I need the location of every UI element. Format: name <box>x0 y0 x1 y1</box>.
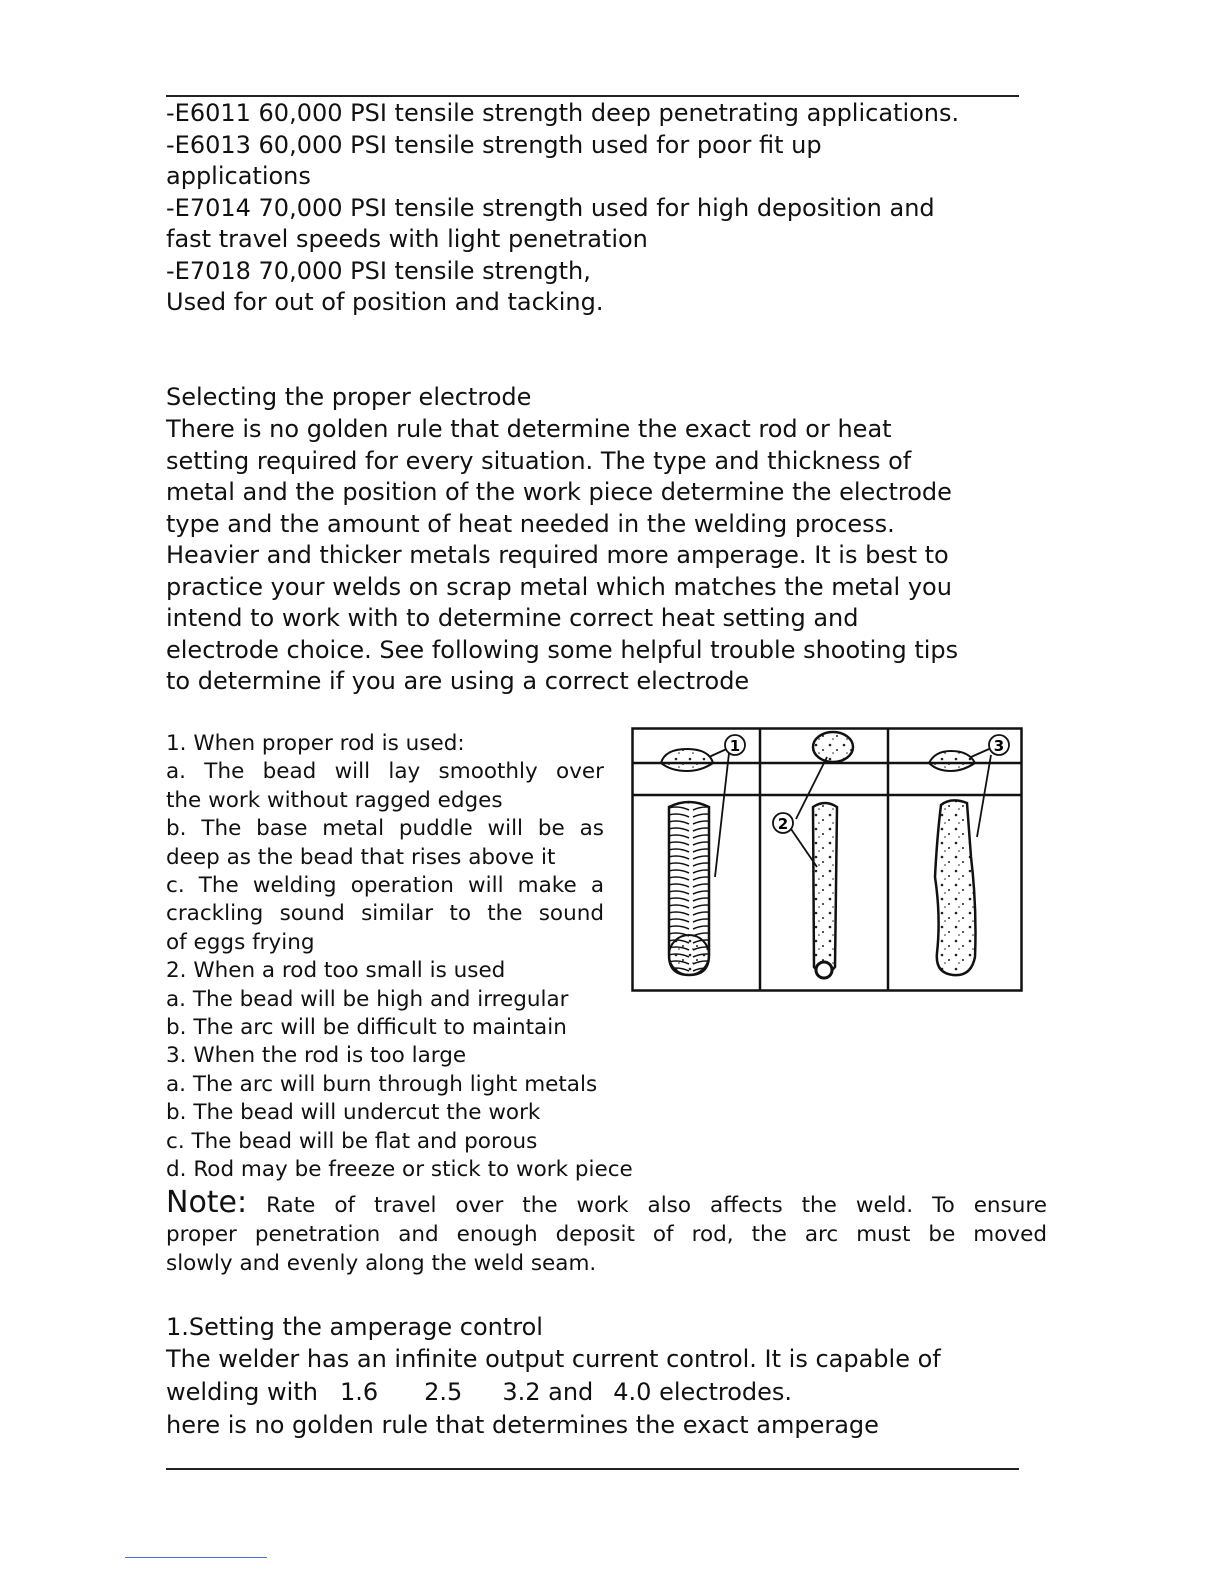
electrode-size-line <box>166 1376 941 1409</box>
paragraph-line: There is no golden rule that determine the exact rod or heat <box>166 415 892 443</box>
electrode-size-prefix: welding with <box>166 1378 318 1406</box>
paragraph-line: here is no golden rule that determines the exact amperage <box>166 1411 879 1439</box>
large-rod-panel <box>929 735 1009 975</box>
small-rod-panel <box>773 732 853 978</box>
tip-line: deep as the bead that rises above it <box>166 844 556 870</box>
footer-link-underline <box>125 1557 267 1558</box>
callout-2-number: 2 <box>777 815 789 833</box>
travel-rate-note <box>166 1185 1047 1278</box>
tip-line: of eggs frying <box>166 929 315 955</box>
section-title-amperage-control: 1.Setting the amperage control <box>166 1313 543 1341</box>
tip-line: a. The bead will lay smoothly over <box>166 759 604 785</box>
electrode-type-list <box>166 98 959 319</box>
electrode-size-value: 1.6 <box>339 1378 379 1406</box>
electrode-size-value: 3.2 and <box>502 1378 594 1406</box>
paragraph-line: Heavier and thicker metals required more amperage. It is best to <box>166 541 949 569</box>
electrode-line: -E6011 60,000 PSI tensile strength deep penetrating applications. <box>166 99 960 127</box>
tip-line: a. The arc will burn through light metals <box>166 1071 598 1097</box>
paragraph-line: to determine if you are using a correct electrode <box>166 667 750 695</box>
tip-line: b. The arc will be difficult to maintain <box>166 1015 567 1041</box>
top-divider <box>166 95 1019 97</box>
electrode-line: fast travel speeds with light penetration <box>166 225 648 253</box>
small-bead-irregular <box>813 803 837 974</box>
electrode-line: -E6013 60,000 PSI tensile strength used for poor fit up <box>166 130 822 159</box>
electrode-line: -E7018 70,000 PSI tensile strength, <box>166 256 591 285</box>
amperage-paragraph <box>166 1343 941 1442</box>
tip-line: b. The base metal puddle will be as <box>166 816 604 842</box>
tip-line: the work without ragged edges <box>166 787 503 813</box>
paragraph-line: intend to work with to determine correct heat setting and <box>166 604 859 632</box>
troubleshooting-tips-list <box>166 730 633 1185</box>
proper-bead-end <box>669 935 709 975</box>
small-bead-cross-section <box>813 732 853 762</box>
tip-line: 1. When proper rod is used: <box>166 731 465 756</box>
callout-3-number: 3 <box>993 737 1005 755</box>
selecting-electrode-paragraph <box>166 414 958 698</box>
tip-line: crackling sound similar to the sound <box>166 901 604 927</box>
callout-1-number: 1 <box>729 737 741 755</box>
note-label: Note: <box>166 1185 248 1220</box>
electrode-size-value: 2.5 <box>424 1378 463 1406</box>
note-line <box>166 1185 1047 1220</box>
paragraph-line: The welder has an infinite output current control. It is capable of <box>166 1345 941 1373</box>
proper-bead-cross-section <box>661 749 713 771</box>
section-title-selecting-electrode: Selecting the proper electrode <box>166 383 532 411</box>
electrode-line: applications <box>166 162 311 190</box>
small-bead-end <box>816 962 832 978</box>
large-bead-cross-section <box>929 751 975 771</box>
proper-rod-panel <box>661 735 745 975</box>
electrode-line: Used for out of position and tacking. <box>166 288 604 316</box>
electrode-line: -E7014 70,000 PSI tensile strength used for high deposition and <box>166 193 935 222</box>
note-line: slowly and evenly along the weld seam. <box>166 1251 597 1276</box>
paragraph-line: type and the amount of heat needed in the welding process. <box>166 509 895 538</box>
paragraph-line: practice your welds on scrap metal which matches the metal you <box>166 572 952 601</box>
tip-line: c. The bead will be flat and porous <box>166 1128 538 1154</box>
paragraph-line: electrode choice. See following some helpful trouble shooting tips <box>166 635 959 664</box>
tip-line: b. The bead will undercut the work <box>166 1100 541 1126</box>
note-line: proper penetration and enough deposit of rod, the arc must be moved <box>166 1222 1047 1247</box>
weld-bead-illustration <box>631 727 1023 992</box>
paragraph-line: metal and the position of the work piece determine the electrode <box>166 478 952 506</box>
note-text: Rate of travel over the work also affects the weld. To ensure <box>266 1193 1047 1218</box>
tip-line: d. Rod may be freeze or stick to work piece <box>166 1157 633 1183</box>
tip-line: 3. When the rod is too large <box>166 1043 467 1069</box>
electrode-size-value: 4.0 electrodes. <box>613 1378 793 1406</box>
tip-line: c. The welding operation will make a <box>166 873 604 899</box>
tip-line: 2. When a rod too small is used <box>166 958 506 984</box>
paragraph-line: setting required for every situation. The type and thickness of <box>166 446 912 475</box>
large-bead-flat-porous <box>935 800 976 975</box>
bottom-divider <box>166 1468 1019 1470</box>
tip-line: a. The bead will be high and irregular <box>166 986 569 1012</box>
